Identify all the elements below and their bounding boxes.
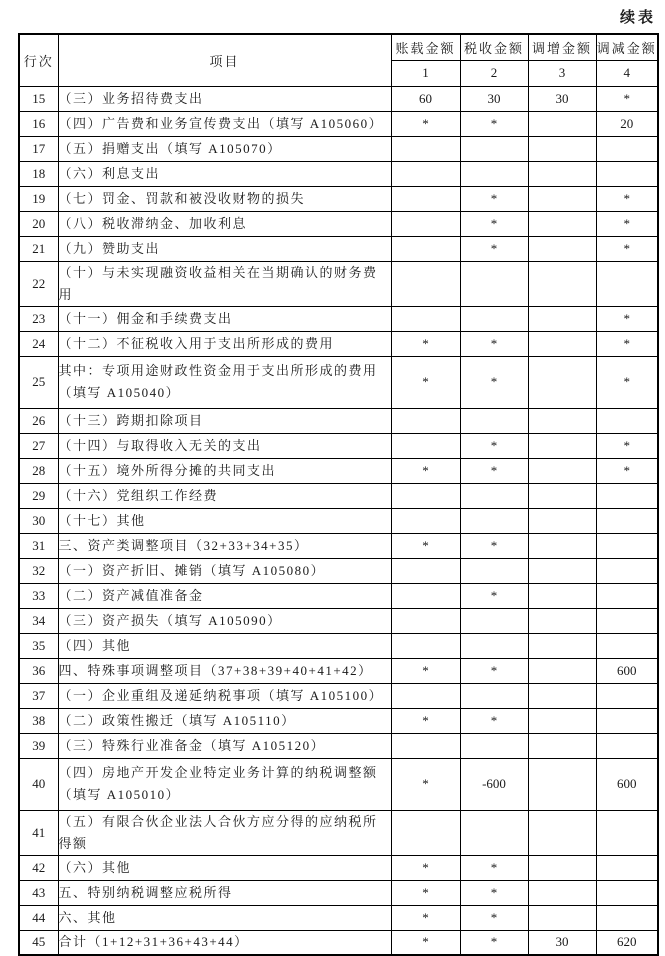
item-cell: （九）赞助支出: [58, 236, 391, 261]
tax-adjustment-table: [18, 33, 659, 956]
amount-cell: [528, 855, 596, 880]
row-number-cell: 36: [19, 658, 58, 683]
amount-cell: [528, 508, 596, 533]
row-number-cell: 23: [19, 306, 58, 331]
col-number-3: 3: [528, 60, 596, 86]
table-row: [19, 508, 658, 533]
col-header-decrease-amount: 调减金额: [596, 34, 658, 60]
amount-cell: [391, 306, 460, 331]
item-cell: （四）房地产开发企业特定业务计算的纳税调整额（填写 A105010）: [58, 758, 391, 810]
item-cell: （十四）与取得收入无关的支出: [58, 433, 391, 458]
row-number-cell: 41: [19, 810, 58, 855]
table-row: [19, 331, 658, 356]
amount-cell: [391, 608, 460, 633]
amount-cell: [460, 161, 528, 186]
amount-cell: [528, 733, 596, 758]
table-row: [19, 683, 658, 708]
table-row: [19, 136, 658, 161]
item-cell: 三、资产类调整项目（32+33+34+35）: [58, 533, 391, 558]
row-number-cell: 28: [19, 458, 58, 483]
table-row: [19, 458, 658, 483]
amount-cell: [528, 583, 596, 608]
amount-cell: *: [460, 331, 528, 356]
table-row: [19, 86, 658, 111]
amount-cell: 30: [460, 86, 528, 111]
row-number-cell: 39: [19, 733, 58, 758]
amount-cell: [528, 483, 596, 508]
amount-cell: [528, 186, 596, 211]
amount-cell: [528, 458, 596, 483]
amount-cell: *: [391, 111, 460, 136]
amount-cell: *: [391, 930, 460, 955]
amount-cell: *: [596, 236, 658, 261]
table-row: [19, 558, 658, 583]
amount-cell: [528, 408, 596, 433]
amount-cell: [391, 433, 460, 458]
amount-cell: [391, 483, 460, 508]
col-header-increase-amount: 调增金额: [528, 34, 596, 60]
amount-cell: *: [460, 533, 528, 558]
amount-cell: [391, 211, 460, 236]
table-row: [19, 880, 658, 905]
item-cell: （八）税收滞纳金、加收利息: [58, 211, 391, 236]
col-header-row-no: 行次: [19, 34, 58, 86]
amount-cell: [596, 855, 658, 880]
table-row: [19, 111, 658, 136]
item-cell: 六、其他: [58, 905, 391, 930]
col-header-tax-amount: 税收金额: [460, 34, 528, 60]
item-cell: （十七）其他: [58, 508, 391, 533]
item-cell: （十三）跨期扣除项目: [58, 408, 391, 433]
amount-cell: *: [460, 458, 528, 483]
amount-cell: [596, 408, 658, 433]
amount-cell: 600: [596, 658, 658, 683]
item-cell: （十六）党组织工作经费: [58, 483, 391, 508]
amount-cell: *: [391, 708, 460, 733]
amount-cell: [596, 708, 658, 733]
amount-cell: *: [391, 658, 460, 683]
row-number-cell: 34: [19, 608, 58, 633]
table-row: [19, 433, 658, 458]
row-number-cell: 31: [19, 533, 58, 558]
amount-cell: [460, 136, 528, 161]
amount-cell: *: [460, 186, 528, 211]
amount-cell: *: [391, 533, 460, 558]
amount-cell: 20: [596, 111, 658, 136]
amount-cell: *: [460, 356, 528, 408]
amount-cell: [460, 683, 528, 708]
row-number-cell: 40: [19, 758, 58, 810]
row-number-cell: 21: [19, 236, 58, 261]
row-number-cell: 45: [19, 930, 58, 955]
amount-cell: *: [596, 433, 658, 458]
amount-cell: [460, 306, 528, 331]
table-row: [19, 633, 658, 658]
amount-cell: [596, 683, 658, 708]
col-number-2: 2: [460, 60, 528, 86]
col-header-item: 项目: [58, 34, 391, 86]
amount-cell: [391, 136, 460, 161]
amount-cell: [596, 483, 658, 508]
item-cell: （十二）不征税收入用于支出所形成的费用: [58, 331, 391, 356]
amount-cell: *: [596, 186, 658, 211]
item-cell: （三）特殊行业准备金（填写 A105120）: [58, 733, 391, 758]
row-number-cell: 35: [19, 633, 58, 658]
amount-cell: *: [460, 855, 528, 880]
row-number-cell: 32: [19, 558, 58, 583]
item-cell: 其中：专项用途财政性资金用于支出所形成的费用（填写 A105040）: [58, 356, 391, 408]
amount-cell: *: [460, 930, 528, 955]
table-row: [19, 211, 658, 236]
item-cell: （一）资产折旧、摊销（填写 A105080）: [58, 558, 391, 583]
amount-cell: *: [460, 433, 528, 458]
amount-cell: [596, 161, 658, 186]
table-row: [19, 930, 658, 955]
amount-cell: -600: [460, 758, 528, 810]
item-cell: （十五）境外所得分摊的共同支出: [58, 458, 391, 483]
amount-cell: [528, 433, 596, 458]
item-cell: （一）企业重组及递延纳税事项（填写 A105100）: [58, 683, 391, 708]
row-number-cell: 44: [19, 905, 58, 930]
table-row: [19, 905, 658, 930]
amount-cell: *: [596, 211, 658, 236]
amount-cell: *: [460, 905, 528, 930]
amount-cell: *: [391, 905, 460, 930]
item-cell: （二）政策性搬迁（填写 A105110）: [58, 708, 391, 733]
item-cell: （五）有限合伙企业法人合伙方应分得的应纳税所得额: [58, 810, 391, 855]
amount-cell: [391, 558, 460, 583]
amount-cell: [596, 583, 658, 608]
row-number-cell: 25: [19, 356, 58, 408]
item-cell: （三）业务招待费支出: [58, 86, 391, 111]
amount-cell: [528, 558, 596, 583]
amount-cell: [460, 483, 528, 508]
table-row: [19, 306, 658, 331]
amount-cell: [528, 880, 596, 905]
amount-cell: [528, 211, 596, 236]
amount-cell: *: [391, 855, 460, 880]
amount-cell: [391, 633, 460, 658]
amount-cell: [460, 733, 528, 758]
table-row: [19, 855, 658, 880]
amount-cell: [460, 633, 528, 658]
item-cell: （二）资产减值准备金: [58, 583, 391, 608]
amount-cell: [460, 558, 528, 583]
col-number-4: 4: [596, 60, 658, 86]
amount-cell: 30: [528, 86, 596, 111]
item-cell: （七）罚金、罚款和被没收财物的损失: [58, 186, 391, 211]
item-cell: （四）其他: [58, 633, 391, 658]
table-header: [19, 34, 658, 86]
amount-cell: [528, 161, 596, 186]
item-cell: 合计（1+12+31+36+43+44）: [58, 930, 391, 955]
amount-cell: [528, 633, 596, 658]
amount-cell: [391, 733, 460, 758]
amount-cell: [596, 810, 658, 855]
amount-cell: [391, 236, 460, 261]
col-number-1: 1: [391, 60, 460, 86]
table-row: [19, 261, 658, 306]
amount-cell: [596, 508, 658, 533]
amount-cell: *: [596, 306, 658, 331]
amount-cell: [528, 261, 596, 306]
amount-cell: [391, 161, 460, 186]
amount-cell: [460, 608, 528, 633]
item-cell: （三）资产损失（填写 A105090）: [58, 608, 391, 633]
amount-cell: [528, 356, 596, 408]
item-cell: （十一）佣金和手续费支出: [58, 306, 391, 331]
amount-cell: [391, 186, 460, 211]
amount-cell: [391, 508, 460, 533]
table-row: [19, 186, 658, 211]
amount-cell: [528, 331, 596, 356]
row-number-cell: 42: [19, 855, 58, 880]
amount-cell: [596, 880, 658, 905]
item-cell: 四、特殊事项调整项目（37+38+39+40+41+42）: [58, 658, 391, 683]
table-row: [19, 356, 658, 408]
col-header-book-amount: 账载金额: [391, 34, 460, 60]
table-row: [19, 810, 658, 855]
table-row: [19, 236, 658, 261]
table-row: [19, 408, 658, 433]
amount-cell: *: [460, 658, 528, 683]
row-number-cell: 37: [19, 683, 58, 708]
item-cell: （六）利息支出: [58, 161, 391, 186]
amount-cell: *: [460, 211, 528, 236]
amount-cell: *: [391, 880, 460, 905]
row-number-cell: 27: [19, 433, 58, 458]
row-number-cell: 19: [19, 186, 58, 211]
amount-cell: [391, 408, 460, 433]
amount-cell: [596, 905, 658, 930]
amount-cell: 60: [391, 86, 460, 111]
amount-cell: [528, 111, 596, 136]
amount-cell: [596, 136, 658, 161]
amount-cell: [391, 683, 460, 708]
amount-cell: [528, 683, 596, 708]
amount-cell: *: [596, 356, 658, 408]
table-row: [19, 608, 658, 633]
amount-cell: [391, 810, 460, 855]
header-row-labels: [19, 34, 658, 60]
amount-cell: [391, 583, 460, 608]
amount-cell: [528, 758, 596, 810]
amount-cell: *: [460, 236, 528, 261]
row-number-cell: 30: [19, 508, 58, 533]
amount-cell: [596, 633, 658, 658]
row-number-cell: 29: [19, 483, 58, 508]
table-body: [19, 86, 658, 955]
amount-cell: [391, 261, 460, 306]
row-number-cell: 24: [19, 331, 58, 356]
table-row: [19, 533, 658, 558]
amount-cell: *: [460, 708, 528, 733]
amount-cell: [596, 608, 658, 633]
amount-cell: 620: [596, 930, 658, 955]
table-row: [19, 758, 658, 810]
amount-cell: *: [596, 458, 658, 483]
item-cell: （十）与未实现融资收益相关在当期确认的财务费用: [58, 261, 391, 306]
row-number-cell: 15: [19, 86, 58, 111]
amount-cell: [460, 508, 528, 533]
table-row: [19, 583, 658, 608]
amount-cell: [528, 136, 596, 161]
item-cell: 五、特别纳税调整应税所得: [58, 880, 391, 905]
amount-cell: [528, 905, 596, 930]
row-number-cell: 17: [19, 136, 58, 161]
row-number-cell: 22: [19, 261, 58, 306]
amount-cell: [528, 658, 596, 683]
amount-cell: 30: [528, 930, 596, 955]
amount-cell: *: [391, 331, 460, 356]
amount-cell: [596, 261, 658, 306]
amount-cell: *: [391, 356, 460, 408]
item-cell: （四）广告费和业务宣传费支出（填写 A105060）: [58, 111, 391, 136]
amount-cell: [528, 236, 596, 261]
row-number-cell: 20: [19, 211, 58, 236]
row-number-cell: 18: [19, 161, 58, 186]
item-cell: （五）捐赠支出（填写 A105070）: [58, 136, 391, 161]
row-number-cell: 33: [19, 583, 58, 608]
row-number-cell: 16: [19, 111, 58, 136]
continued-table-label: 续表: [619, 10, 656, 26]
amount-cell: [460, 261, 528, 306]
amount-cell: [528, 810, 596, 855]
amount-cell: [528, 708, 596, 733]
amount-cell: [460, 408, 528, 433]
amount-cell: *: [460, 880, 528, 905]
amount-cell: [528, 533, 596, 558]
amount-cell: [528, 608, 596, 633]
table-row: [19, 733, 658, 758]
table-row: [19, 483, 658, 508]
amount-cell: [596, 733, 658, 758]
row-number-cell: 43: [19, 880, 58, 905]
amount-cell: *: [391, 758, 460, 810]
amount-cell: [596, 533, 658, 558]
amount-cell: *: [460, 111, 528, 136]
amount-cell: *: [391, 458, 460, 483]
amount-cell: *: [596, 331, 658, 356]
item-cell: （六）其他: [58, 855, 391, 880]
amount-cell: *: [596, 86, 658, 111]
amount-cell: 600: [596, 758, 658, 810]
amount-cell: [528, 306, 596, 331]
row-number-cell: 26: [19, 408, 58, 433]
table-row: [19, 708, 658, 733]
amount-cell: [460, 810, 528, 855]
row-number-cell: 38: [19, 708, 58, 733]
table-row: [19, 161, 658, 186]
amount-cell: *: [460, 583, 528, 608]
table-row: [19, 658, 658, 683]
amount-cell: [596, 558, 658, 583]
